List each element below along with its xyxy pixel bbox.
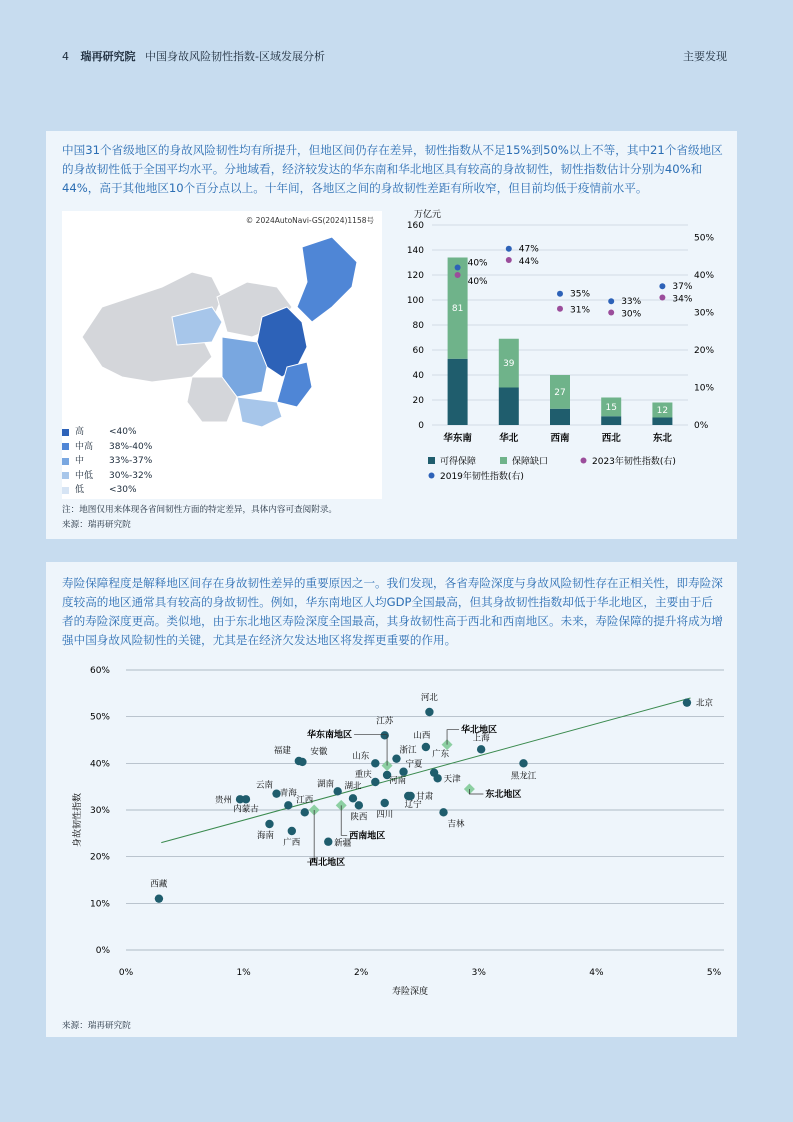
y-tick-label: 50%: [89, 712, 110, 723]
legend-range: 30%-32%: [109, 470, 153, 481]
y2-tick-label: 40%: [694, 270, 715, 281]
province-label: 湖南: [317, 779, 335, 790]
y-tick-label: 30%: [89, 806, 110, 816]
province-label: 河南: [389, 776, 407, 786]
legend-label: 保障缺口: [512, 457, 549, 467]
legend-swatch: [62, 472, 69, 479]
y-unit-label: 万亿元: [414, 210, 442, 220]
region-label: 东北地区: [485, 790, 522, 800]
province-point: [519, 759, 527, 767]
legend-row-0: [62, 425, 152, 440]
point-2019: [659, 283, 665, 289]
label-2023: 44%: [518, 256, 539, 267]
province-point: [333, 787, 341, 795]
legend-swatch: [500, 457, 507, 464]
legend-swatch: [428, 457, 435, 464]
province-point: [433, 774, 441, 782]
province-label: 贵州: [215, 795, 233, 806]
point-2023: [557, 306, 563, 312]
y2-tick-label: 10%: [694, 383, 715, 394]
province-point: [439, 808, 447, 816]
province-point: [288, 827, 296, 835]
point-2019: [455, 264, 461, 270]
x-category-label: 西北: [601, 433, 621, 444]
province-point: [683, 698, 691, 706]
province-label: 上海: [472, 733, 490, 744]
province-label: 江苏: [376, 716, 394, 727]
province-point: [349, 794, 357, 802]
province-label: 河北: [420, 693, 438, 703]
province-label: 西藏: [150, 879, 168, 890]
page-header: [62, 48, 325, 64]
legend-range: <40%: [109, 427, 137, 437]
point-2023: [506, 257, 512, 263]
label-2019: 37%: [672, 282, 693, 293]
x-axis-label: 寿险深度: [391, 987, 429, 997]
x-category-label: 华北: [499, 433, 519, 444]
province-point: [301, 808, 309, 816]
panel2-source: 来源：瑞再研究院: [62, 1021, 131, 1031]
province-label: 陕西: [350, 812, 368, 823]
label-2023: 34%: [672, 294, 693, 305]
y-tick-label: 0: [418, 421, 424, 431]
legend-range: <30%: [109, 485, 137, 495]
org-name: 瑞再研究院: [80, 50, 136, 63]
y-tick-label: 160: [406, 221, 424, 231]
province-point: [371, 778, 379, 786]
y-tick-label: 40: [412, 371, 424, 381]
province-point: [381, 731, 389, 739]
trend-line: [161, 698, 690, 843]
province-label: 福建: [273, 746, 291, 756]
x-tick-label: 5%: [706, 968, 722, 978]
province-point: [298, 758, 306, 766]
legend-swatch: [429, 473, 435, 479]
label-2019: 47%: [518, 244, 539, 255]
province-label: 浙江: [399, 745, 417, 756]
panel1-source: 来源：瑞再研究院: [62, 520, 131, 530]
province-point: [155, 894, 163, 902]
province-point: [324, 838, 332, 846]
province-label: 黑龙江: [510, 771, 537, 782]
y-tick-label: 20%: [89, 852, 110, 863]
province-point: [284, 801, 292, 809]
map-legend: [62, 425, 152, 498]
legend-label: 高: [75, 427, 85, 437]
y-axis-label: 身故韧性指数: [73, 792, 83, 848]
y-tick-label: 20: [412, 396, 424, 406]
province-label: 青海: [279, 788, 297, 799]
legend-label: 中高: [75, 441, 94, 452]
y-tick-label: 10%: [89, 899, 110, 910]
point-2023: [455, 272, 461, 278]
x-tick-label: 0%: [118, 968, 134, 978]
y-tick-label: 140: [406, 246, 424, 256]
region-label: 华北地区: [461, 725, 498, 736]
bar-gap-label: 39: [503, 359, 515, 370]
y-tick-label: 80: [412, 321, 424, 331]
point-2023: [659, 294, 665, 300]
province-point: [355, 801, 363, 809]
region-label: 华东南地区: [307, 730, 353, 741]
panel2-paragraph: 寿险保障程度是解释地区间存在身故韧性差异的重要原因之一。我们发现，各省寿险深度与身故风险韧性存在正相关性，即寿险深度较高的地区通常具有较高的身故韧性。例如，华东南地区人均GDP全国最高，但其身故韧性指数却低于华北地区，主要由于后者的寿险深度更高。类似地，由于东北地区寿险深度全国最高，其身故韧性高于西北和西南地区。未来，寿险保障的提升将成为增强中国身故风险韧性的关键，尤其是在经济欠发达地区将发挥更重要的作用。: [62, 576, 723, 647]
province-label: 云南: [256, 780, 274, 791]
bar-gap-label: 81: [451, 304, 464, 315]
page-number: 4: [62, 50, 69, 63]
y2-tick-label: 0%: [694, 421, 709, 431]
panel1-paragraph: 中国31个省级地区的身故风险韧性均有所提升，但地区间仍存在差异，韧性指数从不足15%到50%以上不等，其中21个省级地区的身故韧性低于全国平均水平。分地域看，经济较发达的华东南和华北地区具有较高的身故韧性，韧性指数估计分别为40%和44%，高于其他地区10个百分点以上。十年间，各地区之间的身故韧性差距有所收窄，但目前均低于疫情前水平。: [62, 143, 723, 195]
province-point: [422, 743, 430, 751]
map-note: 注：地图仅用来体现各省间韧性方面的特定差异，具体内容可查阅附录。: [62, 505, 338, 515]
point-2023: [608, 309, 614, 315]
bar-available: [652, 418, 672, 426]
y2-tick-label: 20%: [694, 345, 715, 356]
x-category-label: 西南: [550, 433, 570, 444]
y-tick-label: 0%: [95, 946, 110, 956]
legend-label: 2023年韧性指数(右): [592, 457, 676, 467]
report-title: 中国身故风险韧性指数-区域发展分析: [145, 50, 325, 63]
province-point: [406, 792, 414, 800]
province-label: 山东: [352, 751, 370, 762]
province-label: 宁夏: [405, 759, 423, 770]
y-tick-label: 60: [412, 346, 424, 356]
legend-swatch: [581, 458, 587, 464]
legend-label: 中低: [75, 470, 94, 481]
legend-row-4: [62, 483, 152, 498]
label-2019: 40%: [467, 258, 488, 269]
bar-available: [499, 388, 519, 426]
province-label: 湖北: [344, 781, 362, 792]
map-copyright: © 2024AutoNavi-GS(2024)1158号: [245, 216, 374, 225]
findings-panel-1: [46, 131, 737, 539]
y2-tick-label: 30%: [694, 308, 715, 319]
province-point: [265, 820, 273, 828]
x-tick-label: 3%: [471, 968, 486, 978]
province-label: 北京: [695, 698, 713, 709]
legend-swatch: [62, 429, 69, 436]
legend-label: 中: [75, 456, 85, 466]
x-category-label: 东北: [652, 433, 672, 444]
label-2023: 30%: [621, 309, 642, 320]
findings-panel-2: [46, 562, 737, 1037]
legend-row-2: [62, 454, 152, 469]
region-label: 西南地区: [349, 831, 386, 842]
province-label: 安徽: [310, 746, 328, 757]
bar-chart: [392, 207, 732, 497]
section-title: 主要发现: [683, 50, 727, 63]
province-point: [381, 799, 389, 807]
bar-gap-label: 12: [656, 406, 669, 416]
bar-available: [550, 409, 570, 425]
province-label: 新疆: [334, 838, 352, 849]
province-label: 四川: [376, 810, 394, 820]
x-tick-label: 1%: [236, 968, 251, 978]
province-label: 甘肃: [416, 792, 434, 802]
y2-tick-label: 50%: [694, 233, 715, 244]
bar-gap-label: 15: [605, 402, 617, 413]
y-tick-label: 120: [406, 271, 424, 281]
province-point: [477, 745, 485, 753]
province-point: [242, 795, 250, 803]
bar-gap-label: 27: [554, 387, 566, 398]
province-point: [371, 759, 379, 767]
region-leader: [307, 810, 314, 862]
x-tick-label: 2%: [354, 968, 369, 978]
legend-row-3: [62, 469, 152, 484]
label-2023: 31%: [570, 305, 591, 316]
legend-label: 可得保障: [440, 457, 477, 467]
point-2019: [557, 291, 563, 297]
province-label: 广西: [283, 838, 301, 848]
province-point: [425, 708, 433, 716]
label-2023: 40%: [467, 276, 488, 287]
province-label: 江西: [296, 795, 314, 806]
legend-row-1: [62, 440, 152, 455]
x-tick-label: 4%: [589, 968, 604, 978]
map-south: [237, 397, 282, 427]
province-label: 内蒙古: [233, 804, 259, 815]
point-2019: [608, 298, 614, 304]
province-point: [392, 754, 400, 762]
province-label: 辽宁: [404, 800, 422, 810]
label-2019: 35%: [570, 289, 591, 300]
province-label: 重庆: [354, 770, 372, 780]
province-label: 山西: [413, 731, 431, 741]
legend-swatch: [62, 487, 69, 494]
label-2019: 33%: [621, 297, 642, 308]
province-label: 广东: [432, 749, 450, 760]
legend-range: 33%-37%: [109, 456, 153, 466]
y-tick-label: 60%: [89, 666, 110, 676]
y-tick-label: 40%: [89, 759, 110, 770]
province-label: 海南: [256, 831, 274, 841]
province-label: 吉林: [447, 819, 465, 830]
bar-available: [448, 359, 468, 425]
province-label: 天津: [443, 774, 461, 785]
point-2019: [506, 246, 512, 252]
legend-swatch: [62, 443, 69, 450]
legend-range: 38%-40%: [109, 441, 153, 452]
bar-available: [601, 416, 621, 425]
region-label: 西北地区: [309, 858, 346, 868]
legend-label: 低: [75, 485, 85, 495]
legend-label: 2019年韧性指数(右): [440, 472, 524, 482]
legend-swatch: [62, 458, 69, 465]
map-northeast: [297, 237, 357, 322]
scatter-chart: [46, 660, 737, 1005]
y-tick-label: 100: [406, 296, 424, 306]
map-shapes: [62, 227, 382, 437]
x-category-label: 华东南: [443, 433, 472, 444]
